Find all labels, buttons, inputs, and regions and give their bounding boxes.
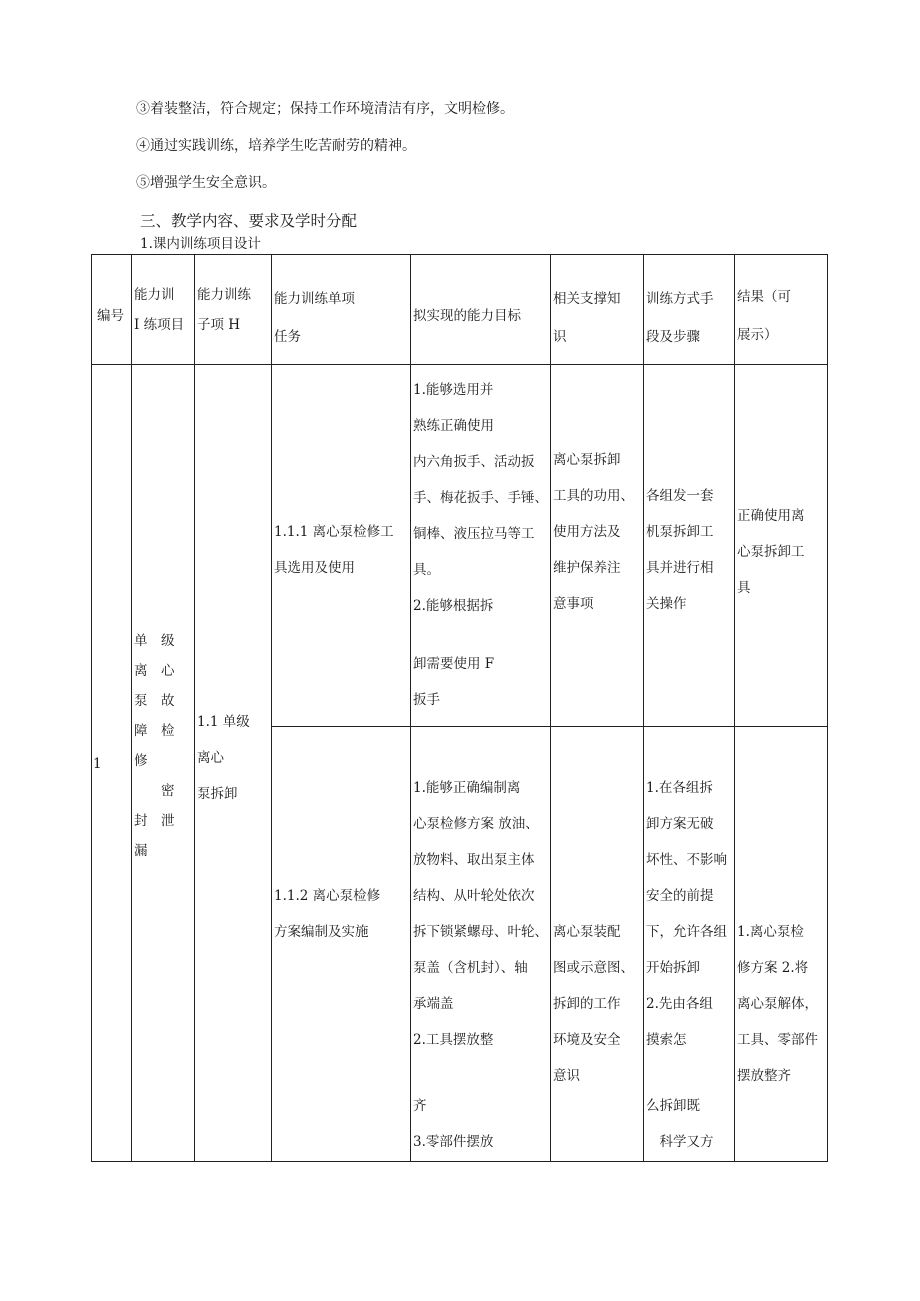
row-number: 1	[93, 756, 102, 772]
header-method: 训练方式手 段及步骤	[646, 291, 714, 345]
training-item: 单 级 离 心 泵 故 障 检 修 密 封 泄 漏	[134, 633, 175, 859]
sub1-knowledge: 离心泵拆卸 工具的功用、 使用方法及 维护保养注 意事项	[553, 452, 634, 612]
sub1-goal: 1.能够选用并 熟练正确使用 内六角扳手、活动扳 手、梅花扳手、手锤、 铜棒、液压拉马等工 具。 2.能够根据拆 卸需要使用 F 扳手	[413, 382, 548, 708]
training-table	[91, 254, 828, 1162]
intro-line-3: ③着装整洁，符合规定；保持工作环境清洁有序，文明检修。	[136, 101, 514, 117]
header-subitem: 能力训练 子项 H	[197, 287, 251, 333]
header-task: 能力训练单项 任务	[274, 291, 355, 345]
sub2-knowledge: 离心泵装配 图或示意图、 拆卸的工作 环境及安全 意识	[553, 924, 634, 1084]
sub1-task: 1.1.1 离心泵检修工 具选用及使用	[274, 524, 394, 576]
sub1-result: 正确使用离 心泵拆卸工 具	[737, 508, 805, 596]
header-knowledge: 相关支撑知 识	[553, 291, 621, 345]
training-subitem: 1.1 单级 离心 泵拆卸	[197, 714, 250, 802]
sub2-method: 1.在各组拆 卸方案无破 坏性、不影响 安全的前提 下，允许各组 开始拆卸 2.先由各组 摸索怎 么拆卸既 科学又方	[646, 780, 727, 1150]
header-goal: 拟实现的能力目标	[413, 308, 521, 324]
sub2-result: 1.离心泵检 修方案 2.将 离心泵解体， 工具、零部件 摆放整齐	[737, 924, 818, 1084]
sub1-method: 各组发一套 机泵拆卸工 具并进行相 关操作	[646, 488, 714, 612]
subheading: 1.课内训练项目设计	[140, 236, 261, 252]
header-item: 能力训 I 练项目	[134, 287, 185, 333]
section-heading: 三、教学内容、要求及学时分配	[140, 212, 358, 230]
intro-line-5: ⑤增强学生安全意识。	[136, 175, 276, 191]
sub2-goal: 1.能够正确编制离 心泵检修方案 放油、 放物料、取出泵主体 结构、从叶轮处依次 拆下锁紧螺母、叶轮、 泵盖（含机封）、轴 承端盖 2.工具摆放整 齐 3.零部件摆放	[413, 780, 548, 1150]
header-result: 结果（可 展示）	[737, 289, 791, 343]
sub2-task: 1.1.2 离心泵检修 方案编制及实施	[274, 888, 381, 940]
intro-line-4: ④通过实践训练，培养学生吃苦耐劳的精神。	[136, 138, 416, 154]
header-no: 编号	[97, 308, 124, 324]
